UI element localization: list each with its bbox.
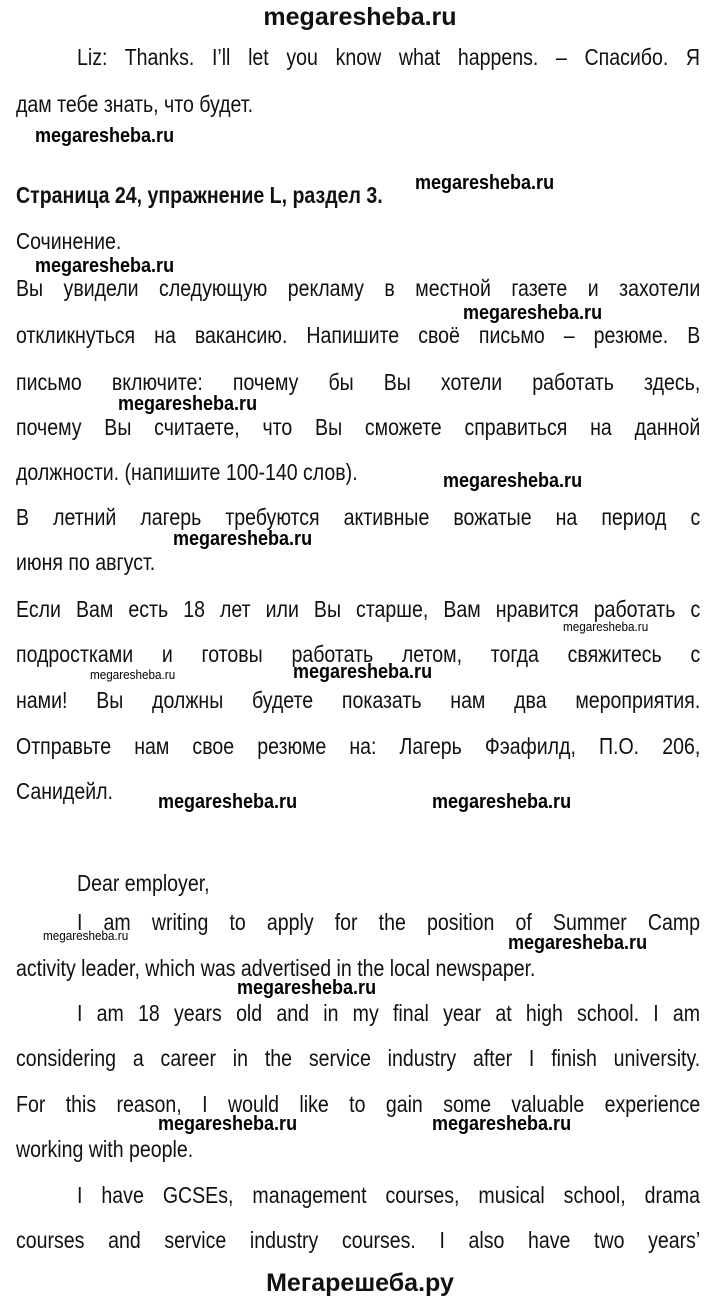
watermark: megaresheba.ru xyxy=(158,791,298,813)
text-line: Отправьте нам свое резюме на: Лагерь Фэафилд, П.О. 206, xyxy=(16,733,701,759)
watermark: megaresheba.ru xyxy=(43,928,129,943)
text-line: I am writing to apply for the position of Summer Camp xyxy=(77,909,701,935)
text-line: почему Вы считаете, что Вы сможете справиться на данной xyxy=(16,414,701,440)
text-line: I have GCSEs, management courses, musical school, drama xyxy=(77,1182,701,1208)
text-line: дам тебе знать, что будет. xyxy=(16,91,254,117)
site-header: megaresheba.ru xyxy=(263,3,457,31)
text-line: июня по август. xyxy=(16,549,156,575)
site-footer: Мегарешеба.ру xyxy=(266,1269,454,1297)
text-line: Вы увидели следующую рекламу в местной газете и захотели xyxy=(16,275,701,301)
letter-salutation: Dear employer, xyxy=(77,870,210,896)
text-line: подростками и готовы работать летом, тогда свяжитесь с xyxy=(16,641,701,667)
text-line: Если Вам есть 18 лет или Вы старше, Вам нравится работать с xyxy=(16,596,701,622)
watermark: megaresheba.ru xyxy=(508,932,648,954)
watermark: megaresheba.ru xyxy=(158,1113,298,1135)
watermark: megaresheba.ru xyxy=(432,791,572,813)
watermark: megaresheba.ru xyxy=(118,393,258,415)
watermark: megaresheba.ru xyxy=(563,619,649,634)
text-line: нами! Вы должны будете показать нам два мероприятия. xyxy=(16,687,701,713)
text-line: For this reason, I would like to gain some valuable experience xyxy=(16,1091,701,1117)
watermark: megaresheba.ru xyxy=(173,528,313,550)
section-heading: Страница 24, упражнение L, раздел 3. xyxy=(16,182,383,208)
watermark: megaresheba.ru xyxy=(35,125,175,147)
watermark: megaresheba.ru xyxy=(415,172,555,194)
text-line: considering a career in the service industry after I finish university. xyxy=(16,1045,701,1071)
watermark: megaresheba.ru xyxy=(35,255,175,277)
text-line: working with people. xyxy=(16,1136,194,1162)
text-line: должности. (напишите 100-140 слов). xyxy=(16,459,358,485)
watermark: megaresheba.ru xyxy=(432,1113,572,1135)
watermark: megaresheba.ru xyxy=(237,977,377,999)
text-line: Санидейл. xyxy=(16,778,113,804)
watermark: megaresheba.ru xyxy=(463,302,603,324)
text-line: откликнуться на вакансию. Напишите своё письмо – резюме. В xyxy=(16,322,701,348)
watermark: megaresheba.ru xyxy=(90,667,176,682)
text-line: I am 18 years old and in my final year at high school. I am xyxy=(77,1000,701,1026)
watermark: megaresheba.ru xyxy=(293,661,433,683)
text-line: Сочинение. xyxy=(16,228,122,254)
text-line: В летний лагерь требуются активные вожатые на период с xyxy=(16,504,701,530)
text-line: activity leader, which was advertised in the local newspaper. xyxy=(16,955,536,981)
text-line: Liz: Thanks. I’ll let you know what happens. – Спасибо. Я xyxy=(77,44,701,70)
text-line: письмо включите: почему бы Вы хотели работать здесь, xyxy=(16,369,701,395)
text-line: courses and service industry courses. I also have two years’ xyxy=(16,1227,701,1253)
watermark: megaresheba.ru xyxy=(443,470,583,492)
